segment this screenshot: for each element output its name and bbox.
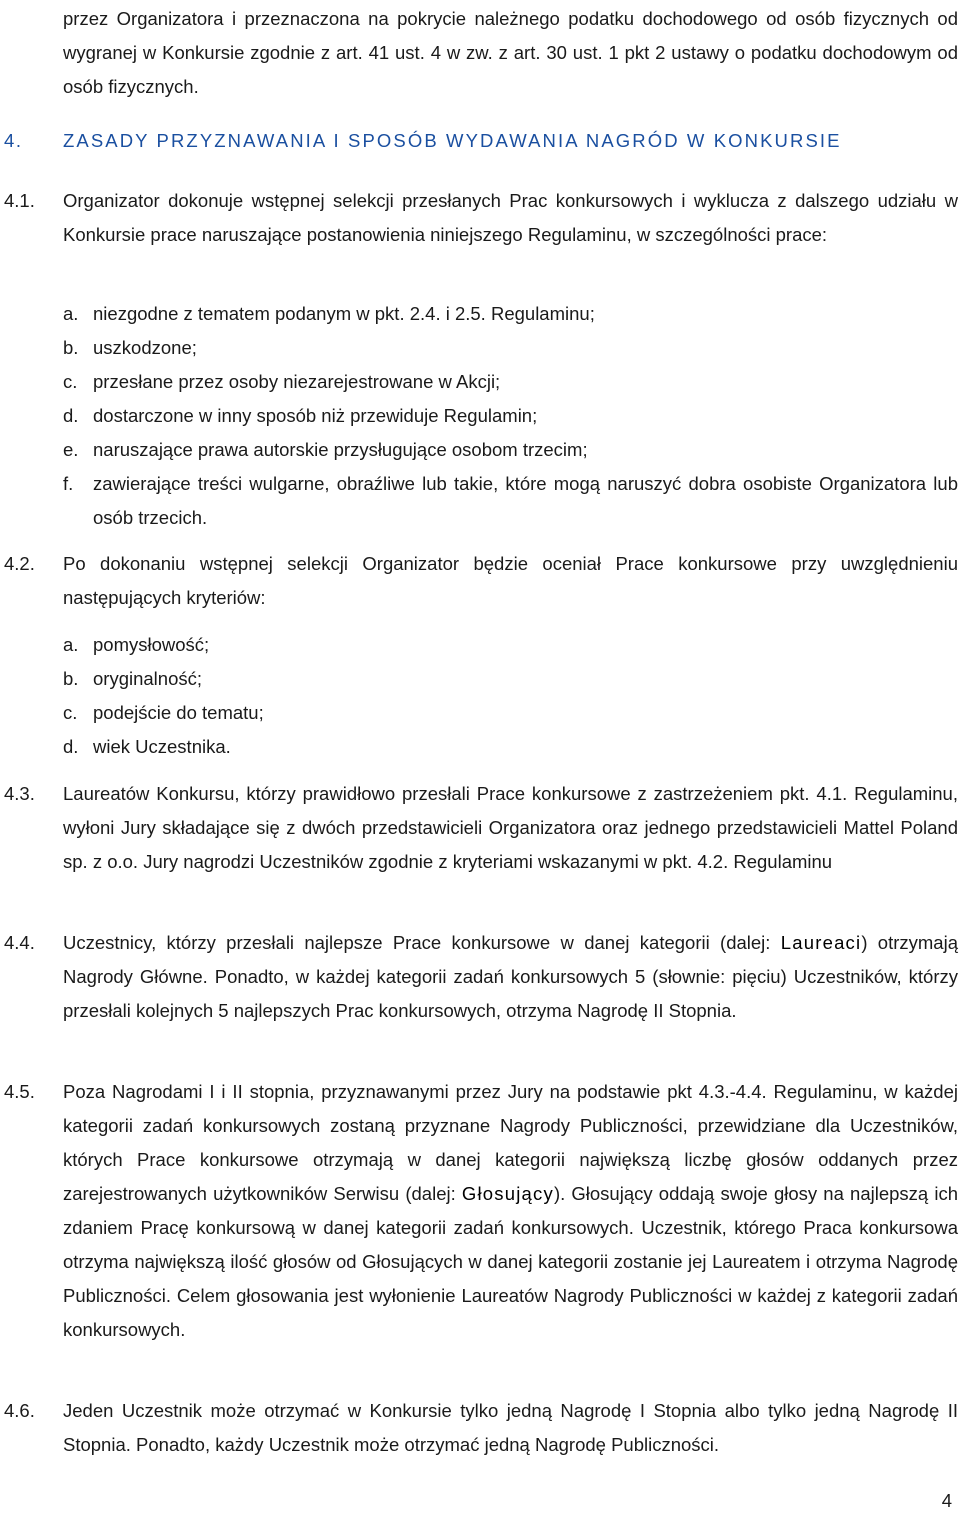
clause-text-part: Uczestnicy, którzy przesłali najlepsze Prace konkursowe w danej kategorii (dalej: bbox=[63, 932, 781, 953]
clause-number: 4.4. bbox=[4, 932, 35, 953]
list-text: niezgodne z tematem podanym w pkt. 2.4. i 2.5. Regulaminu; bbox=[93, 303, 595, 324]
clause-4-2 bbox=[0, 547, 958, 615]
list-letter: b. bbox=[63, 337, 79, 358]
clause-text: Organizator dokonuje wstępnej selekcji przesłanych Prac konkursowych i wyklucza z dalszego udziału w Konkursie prace naruszające postanowienia niniejszego Regulaminu, w szczególności prace: bbox=[63, 190, 958, 245]
clause-text: Jeden Uczestnik może otrzymać w Konkursie tylko jedną Nagrodę I Stopnia albo tylko jedną Nagrodę II Stopnia. Ponadto, każdy Uczestnik może otrzymać jedną Nagrodę Publiczności. bbox=[63, 1400, 958, 1455]
clause-4-5 bbox=[0, 1075, 958, 1347]
list-text: naruszające prawa autorskie przysługujące osobom trzecim; bbox=[93, 439, 588, 460]
list-text: dostarczone w inny sposób niż przewiduje Regulamin; bbox=[93, 405, 538, 426]
criteria-list bbox=[63, 628, 958, 764]
clause-text-part: ). Głosujący oddają swoje głosy na najlepszą ich zdaniem Pracę konkursową w danej kategorii zadań konkursowych. Uczestnik, którego Praca konkursowa otrzyma największą ilość głosów od Głosujących w danej kategorii zostanie jej Laureatem i otrzyma Nagrodę Publiczności. Celem głosowania jest wyłonienie Laureatów Nagrody Publiczności w każdej z kategorii zadań konkursowych. bbox=[63, 1183, 959, 1340]
list-text: podejście do tematu; bbox=[93, 702, 264, 723]
list-letter: b. bbox=[63, 668, 79, 689]
list-item bbox=[63, 433, 958, 467]
clause-number: 4.6. bbox=[4, 1400, 35, 1421]
clause-4-3 bbox=[0, 777, 958, 879]
list-item bbox=[63, 662, 958, 696]
page-number: 4 bbox=[941, 1490, 952, 1511]
clause-number: 4.5. bbox=[4, 1081, 35, 1102]
defined-term: Głosujący bbox=[461, 1183, 554, 1204]
clause-text bbox=[63, 926, 958, 1028]
list-item bbox=[63, 365, 958, 399]
list-letter: d. bbox=[63, 405, 79, 426]
list-letter: e. bbox=[63, 439, 79, 460]
list-item bbox=[63, 467, 958, 535]
list-letter: c. bbox=[63, 371, 78, 392]
section-number: 4. bbox=[4, 130, 23, 151]
list-item bbox=[63, 297, 958, 331]
list-text: wiek Uczestnika. bbox=[93, 736, 231, 757]
clause-4-6 bbox=[0, 1394, 958, 1462]
list-item bbox=[63, 399, 958, 433]
list-text: uszkodzone; bbox=[93, 337, 197, 358]
list-item bbox=[63, 628, 958, 662]
list-text: przesłane przez osoby niezarejestrowane w Akcji; bbox=[93, 371, 501, 392]
clause-4-4 bbox=[0, 926, 958, 1028]
exclusion-list bbox=[63, 297, 958, 535]
list-item bbox=[63, 730, 958, 764]
clause-text: Po dokonaniu wstępnej selekcji Organizator będzie oceniał Prace konkursowe przy uwzględnieniu następujących kryteriów: bbox=[63, 553, 958, 608]
list-text: pomysłowość; bbox=[93, 634, 210, 655]
list-letter: d. bbox=[63, 736, 79, 757]
list-letter: f. bbox=[63, 473, 74, 494]
clause-text-part: ) otrzymają Nagrody Główne. Ponadto, w każdej kategorii zadań konkursowych 5 (słownie: pięciu) Uczestników, którzy przesłali kolejnych 5 najlepszych Prac konkursowych, otrzyma Nagrodę II Stopnia. bbox=[63, 932, 958, 1021]
clause-4-1 bbox=[0, 184, 958, 252]
intro-paragraph: przez Organizatora i przeznaczona na pokrycie należnego podatku dochodowego od osób fizycznych od wygranej w Konkursie zgodnie z art. 41 ust. 4 w zw. z art. 30 ust. 1 pkt 2 ustawy o podatku dochodowym od osób fizycznych. bbox=[63, 8, 958, 97]
list-item bbox=[63, 331, 958, 365]
defined-term: Laureaci bbox=[780, 932, 862, 953]
clause-text bbox=[63, 1075, 958, 1347]
clause-text-part: Poza Nagrodami I i II stopnia, przyznawanymi przez Jury na podstawie pkt 4.3.-4.4. Regulaminu, w każdej kategorii zadań konkursowych zostaną przyznane Nagrody Publiczności, przewidziane dla Uczestników, których Prace konkursowe otrzymają w danej kategorii największą liczbę głosów oddanych przez zarejestrowanych użytkowników Serwisu (dalej: bbox=[63, 1081, 958, 1204]
clause-number: 4.1. bbox=[4, 190, 35, 211]
list-letter: a. bbox=[63, 634, 79, 655]
clause-number: 4.3. bbox=[4, 783, 35, 804]
section-heading bbox=[4, 124, 842, 158]
clause-number: 4.2. bbox=[4, 553, 35, 574]
clause-text: Laureatów Konkursu, którzy prawidłowo przesłali Prace konkursowe z zastrzeżeniem pkt. 4.1. Regulaminu, wyłoni Jury składające się z dwóch przedstawicieli Organizatora oraz jednego przedstawicieli Mattel Poland sp. z o.o. Jury nagrodzi Uczestników zgodnie z kryteriami wskazanymi w pkt. 4.2. Regulaminu bbox=[63, 783, 958, 872]
section-title: ZASADY PRZYZNAWANIA I SPOSÓB WYDAWANIA NAGRÓD W KONKURSIE bbox=[63, 130, 842, 151]
list-letter: a. bbox=[63, 303, 79, 324]
list-text: oryginalność; bbox=[93, 668, 203, 689]
list-letter: c. bbox=[63, 702, 78, 723]
list-text: zawierające treści wulgarne, obraźliwe lub takie, które mogą naruszyć dobra osobiste Organizatora lub osób trzecich. bbox=[93, 473, 958, 528]
list-item bbox=[63, 696, 958, 730]
